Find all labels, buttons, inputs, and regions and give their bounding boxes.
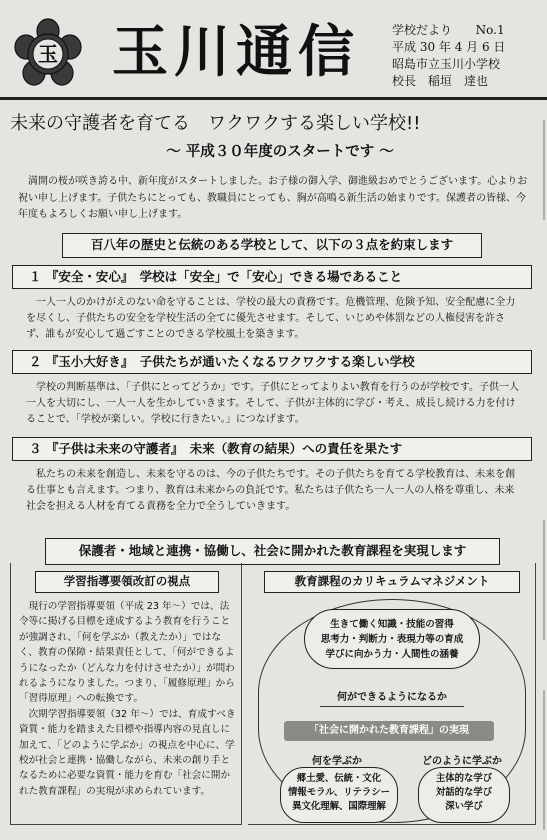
- issue-number: No.1: [475, 23, 505, 37]
- header-divider: [0, 97, 547, 100]
- revision-paragraph-1: 現行の学習指導要領（平成 23 年～）では、法令等に掲げる目標を達成するよう教育を行うことが強調され、「何を学ぶか（教えたか）」ではなく、教育の保障・結果責任として、「何ができるようになったか（どんな力を付けさせたか）」が問われるようになりました。つまり、「履修原理」から「習得原理」への転換です。: [19, 601, 235, 705]
- how-line: 対話的な学び: [435, 787, 493, 798]
- what-line: 郷土愛、伝統・文化: [296, 773, 382, 784]
- main-headline: 未来の守護者を育てる ワクワクする楽しい学校!!: [10, 113, 421, 134]
- ability-line: 思考力・判断力・表現力等の育成: [320, 634, 464, 645]
- page-edge-marks: [539, 100, 547, 840]
- intro-paragraph: 満開の桜が咲き誇る中、新年度がスタートしました。お子様の御入学、御進級おめでとうございます。心よりお祝い申し上げます。子供たちにとっても、教職員にとっても、胸が高鳴る新生活の始まりです。保護者の皆様、今年度もよろしくお願い申し上げます。: [18, 176, 528, 220]
- promise-body-1: 一人一人のかけがえのない命を守ることは、学校の最大の責務です。危機管理、危険予知、安全配慮に全力を尽くし、子供たちの安全を学校生活の全てに優先させます。そして、いじめや体罰などの人権侵害を許さず、誰もが安心して過ごすことのできる学校風土を築きます。: [26, 297, 516, 340]
- promise-section-2: [12, 350, 532, 428]
- open-curriculum-label: 「社会に開かれた教育課程」の実現: [284, 721, 494, 741]
- curriculum-diagram: [254, 597, 530, 821]
- promise-heading-3: ３ 『子供は未来の守護者』 未来（教育の結果）への責任を果たす: [12, 437, 532, 461]
- revision-viewpoint-title: 学習指導要領改訂の視点: [35, 571, 219, 593]
- how-to-learn-box: [418, 767, 510, 823]
- sub-headline: ～ 平成３０年度のスタートです ～: [166, 143, 394, 160]
- what-line: 異文化理解、国際理解: [292, 801, 386, 812]
- principal-name: 校長 稲垣 達也: [392, 74, 489, 88]
- promise-banner: 百八年の歴史と伝統のある学校として、以下の３点を約束します: [62, 233, 482, 258]
- how-line: 深い学び: [445, 801, 483, 812]
- masthead: [0, 0, 547, 100]
- ability-line: 学びに向かう力・人間性の涵養: [325, 649, 459, 660]
- issue-line: [392, 22, 505, 39]
- what-to-learn-box: [280, 767, 398, 823]
- how-to-learn-label: どのように学ぶか: [422, 756, 502, 767]
- newsletter-label: 学校だより: [392, 23, 453, 37]
- promise-heading-2: ２ 『玉小大好き』 子供たちが通いたくなるワクワクする楽しい学校: [12, 350, 532, 374]
- issue-info: [392, 22, 505, 90]
- issue-date: 平成 30 年 4 月 6 日: [392, 40, 506, 54]
- school-name: 昭島市立玉川小学校: [392, 57, 501, 71]
- how-line: 主体的な学び: [435, 773, 493, 784]
- school-crest-icon: [12, 18, 84, 90]
- crest-character: 玉: [38, 42, 58, 66]
- revision-viewpoint-panel: [10, 563, 242, 825]
- curriculum-banner: 保護者・地域と連携・協働し、社会に開かれた教育課程を実現します: [45, 538, 500, 565]
- promise-section-3: [12, 437, 532, 515]
- promise-section-1: [12, 265, 532, 343]
- promise-body-2: 学校の判断基準は、「子供にとってどうか」です。子供にとってよりよい教育を行うのが学校です。子供一人一人を大切にし、一人一人を生かしていきます。そして、子供が主体的に学び・考え、成長し続ける力を付けることで、「学校が楽しい。学校に行きたい。」につなげます。: [26, 382, 519, 425]
- promise-heading-1: １ 『安全・安心』 学校は「安全」で「安心」できる場であること: [12, 265, 532, 289]
- what-to-learn-label: 何を学ぶか: [312, 756, 362, 767]
- abilities-cloud: [304, 609, 480, 669]
- revision-viewpoint-text: [19, 599, 237, 799]
- revision-paragraph-2: 次期学習指導要領（32 年～）では、育成すべき資質・能力を踏まえた目標や指導内容の見直しに加えて、「どのように学ぶか」の視点を中心に、学校が社会と連携・協働しながら、未来の創り手となるために必要な資質・能力を育む「社会に開かれた教育課程」の実現が求められています。: [19, 708, 236, 797]
- can-do-label: 何ができるようになるか: [320, 689, 464, 707]
- curriculum-management-panel: [248, 563, 536, 825]
- what-line: 情報モラル、リテラシー: [288, 787, 390, 798]
- curriculum-management-title: 教育課程のカリキュラムマネジメント: [264, 571, 520, 593]
- ability-line: 生きて働く知識・技能の習得: [330, 619, 454, 630]
- promise-body-3: 私たちの未来を創造し、未来を守るのは、今の子供たちです。その子供たちを育てる学校教育は、未来を創る仕事とも言えます。つまり、教育は未来からの負託です。私たちは子供たち一人一人の人格を尊重し、未来社会を担える人材を育てる責務を全力で全うしていきます。: [26, 469, 516, 512]
- newsletter-title: 玉川通信: [112, 19, 360, 85]
